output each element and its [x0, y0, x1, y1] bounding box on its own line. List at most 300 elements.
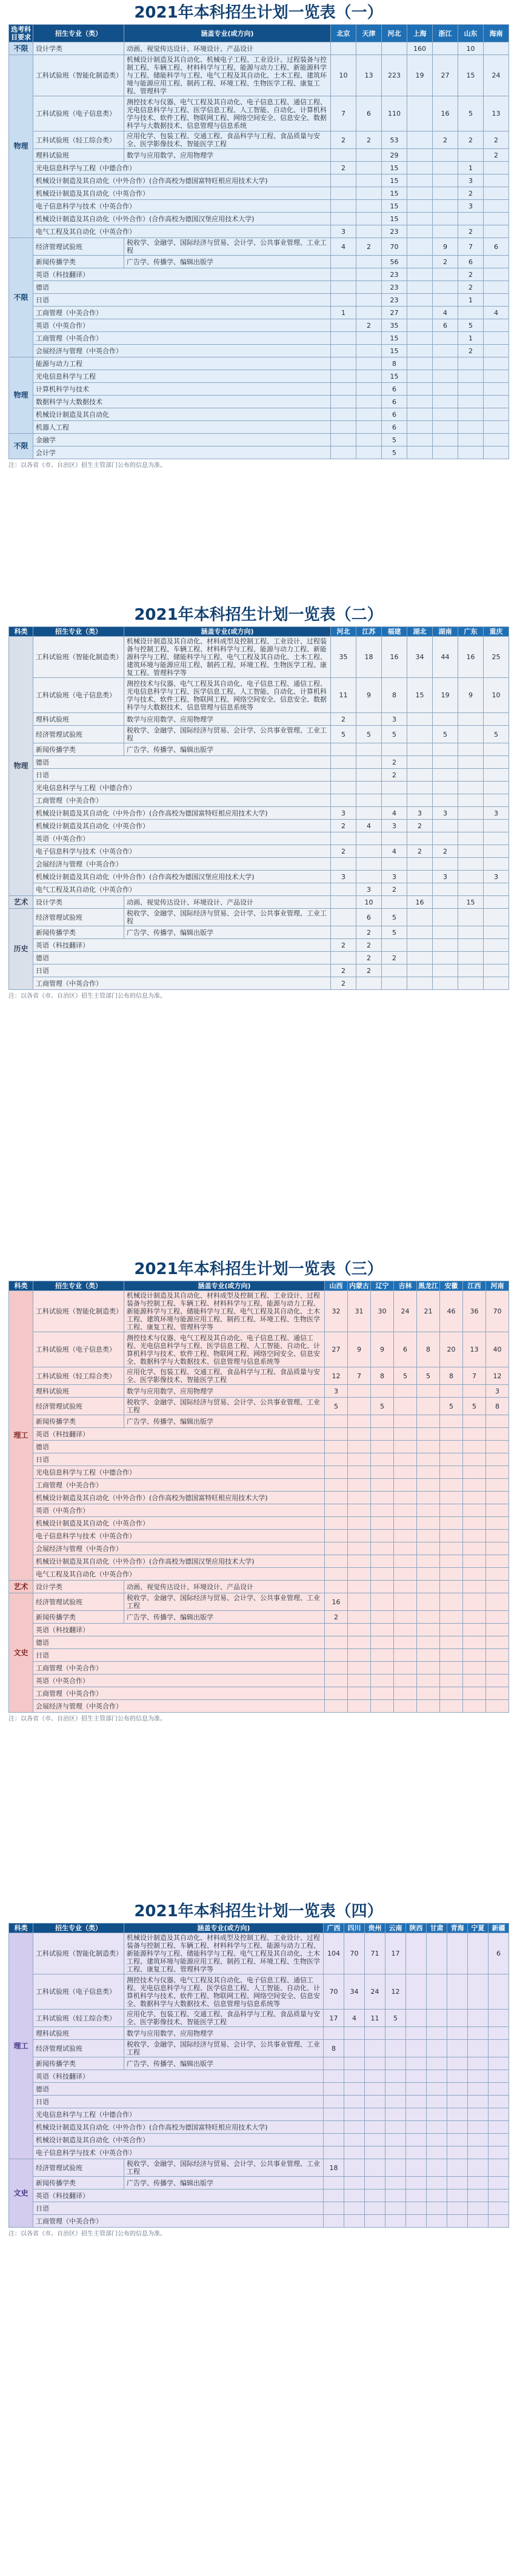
plan-count: 7: [458, 238, 484, 256]
plan-count: [365, 2121, 385, 2134]
plan-count: [458, 421, 484, 434]
plan-count: [468, 2010, 489, 2027]
plan-count: [458, 357, 484, 370]
plan-count: 5: [382, 446, 407, 459]
plan-count: [433, 434, 458, 446]
plan-count: [348, 1466, 371, 1479]
plan-count: [331, 434, 356, 446]
plan-count: [427, 2083, 447, 2096]
plan-count: [325, 1492, 348, 1504]
plan-count: [489, 2177, 509, 2189]
plan-count: [331, 909, 356, 926]
plan-count: [463, 1517, 486, 1530]
plan-count: 24: [484, 55, 509, 96]
plan-count: [433, 332, 458, 345]
table-row: [9, 1581, 509, 1593]
major-name: 设计学类: [33, 1581, 124, 1593]
major-name: 日语: [33, 964, 331, 977]
plan-count: [385, 2083, 406, 2096]
plan-count: [417, 1593, 440, 1611]
plan-count: [382, 977, 407, 990]
plan-count: [484, 408, 509, 421]
plan-count: [371, 1649, 394, 1662]
plan-count: 2: [433, 256, 458, 268]
table-row: [9, 2121, 509, 2134]
plan-count: [468, 2057, 489, 2070]
major-name: 光电信息科学与工程（中德合作）: [33, 2108, 324, 2121]
major-name: 日语: [33, 294, 331, 307]
plan-count: [484, 162, 509, 174]
plan-count: [417, 1415, 440, 1428]
plan-count: [325, 1415, 348, 1428]
plan-count: 3: [433, 871, 458, 883]
plan-count: [440, 1441, 463, 1453]
plan-count: [394, 1649, 417, 1662]
plan-count: [417, 1504, 440, 1517]
plan-count: [486, 1517, 509, 1530]
plan-count: [356, 446, 382, 459]
major-name: 设计学类: [33, 896, 124, 909]
plan-count: [331, 281, 356, 294]
plan-count: [356, 268, 382, 281]
plan-count: [458, 845, 484, 858]
province-header: 重庆: [484, 627, 509, 637]
subject-category: 文史: [9, 2159, 33, 2228]
plan-count: [458, 909, 484, 926]
plan-count: [427, 1933, 447, 1974]
plan-count: [356, 281, 382, 294]
plan-count: [433, 396, 458, 408]
major-name: 机械设计制造及其自动化（中英合作）: [33, 187, 331, 200]
plan-count: [417, 1453, 440, 1466]
major-name: 德语: [33, 756, 331, 769]
table-row: [9, 820, 509, 832]
column-header: 涵盖专业(或方向): [124, 627, 331, 637]
plan-count: [348, 1581, 371, 1593]
plan-count: [394, 1636, 417, 1649]
plan-count: [440, 1517, 463, 1530]
plan-count: [484, 756, 509, 769]
table-row: [9, 319, 509, 332]
plan-count: [484, 896, 509, 909]
plan-count: [433, 149, 458, 162]
plan-count: [484, 743, 509, 756]
plan-count: [348, 1428, 371, 1441]
plan-count: [407, 281, 433, 294]
plan-count: [447, 2177, 468, 2189]
plan-count: [406, 2096, 427, 2108]
plan-count: 4: [356, 820, 382, 832]
plan-count: [433, 281, 458, 294]
plan-count: [433, 926, 458, 939]
plan-count: [348, 1492, 371, 1504]
plan-count: 2: [484, 149, 509, 162]
plan-count: [484, 268, 509, 281]
table-row: [9, 1611, 509, 1624]
plan-count: 12: [486, 1367, 509, 1385]
major-name: 工科试验班（智能化制造类）: [33, 1933, 124, 1974]
plan-count: [407, 213, 433, 225]
plan-count: [365, 2177, 385, 2189]
major-name: 电气工程及其自动化（中英合作）: [33, 883, 331, 896]
plan-count: [406, 2159, 427, 2177]
plan-count: [407, 370, 433, 383]
table-row: [9, 2215, 509, 2228]
covered-majors: 税收学、金融学、国际经济与贸易、会计学、公共事业管理、工业工程: [124, 1593, 325, 1611]
covered-majors: 广告学、传播学、编辑出版学: [124, 926, 331, 939]
plan-count: [484, 383, 509, 396]
plan-count: 56: [382, 256, 407, 268]
plan-count: [407, 200, 433, 213]
plan-count: [458, 952, 484, 964]
major-name: 经济管理试验班: [33, 726, 124, 743]
plan-count: [331, 357, 356, 370]
plan-count: 2: [331, 845, 356, 858]
covered-majors: 税收学、金融学、国际经济与贸易、会计学、公共事业管理、工业工程: [124, 726, 331, 743]
plan-count: [325, 1530, 348, 1542]
plan-count: [324, 2202, 344, 2215]
table-row: [9, 307, 509, 319]
plan-count: [489, 2202, 509, 2215]
table-row: [9, 2159, 509, 2177]
major-name: 工商管理（中英合作）: [33, 1687, 325, 1700]
province-header: 内蒙古: [348, 1281, 371, 1291]
plan-count: [427, 2027, 447, 2040]
plan-count: 10: [331, 55, 356, 96]
plan-count: [325, 1624, 348, 1636]
subject-category: 理工: [9, 1291, 33, 1581]
province-header: 北京: [331, 25, 356, 42]
plan-count: [468, 2096, 489, 2108]
major-name: 德语: [33, 952, 331, 964]
plan-count: [324, 2096, 344, 2108]
plan-count: [407, 858, 433, 871]
plan-count: [385, 2189, 406, 2202]
province-header: 江西: [463, 1281, 486, 1291]
table-row: [9, 939, 509, 952]
table-row: [9, 42, 509, 55]
table-row: [9, 1700, 509, 1713]
plan-count: [371, 1675, 394, 1687]
covered-majors: 广告学、传播学、编辑出版学: [124, 2177, 324, 2189]
plan-count: [406, 1974, 427, 2010]
plan-count: 9: [458, 678, 484, 713]
plan-count: 3: [331, 807, 356, 820]
plan-count: [458, 807, 484, 820]
major-name: 机械设计制造及其自动化（中外合作）(合作高校为德国汉堡应用技术大学): [33, 871, 331, 883]
table-row: [9, 55, 509, 96]
table-row: [9, 370, 509, 383]
table-row: [9, 2177, 509, 2189]
plan-count: 5: [458, 319, 484, 332]
plan-count: [484, 42, 509, 55]
major-name: 英语（中英合作）: [33, 832, 331, 845]
plan-count: [371, 1479, 394, 1492]
plan-count: [484, 769, 509, 782]
province-header: 青海: [447, 1924, 468, 1933]
major-name: 新闻传播学类: [33, 1415, 124, 1428]
section-title: 2021年本科招生计划一览表（一）: [134, 4, 383, 22]
plan-count: [407, 319, 433, 332]
plan-count: 11: [331, 678, 356, 713]
plan-count: [331, 446, 356, 459]
plan-count: 5: [331, 726, 356, 743]
table-row: [9, 756, 509, 769]
covered-majors: 广告学、传播学、编辑出版学: [124, 1611, 325, 1624]
plan-count: [427, 2159, 447, 2177]
plan-count: [486, 1593, 509, 1611]
plan-count: [433, 909, 458, 926]
plan-count: [407, 421, 433, 434]
plan-count: [440, 1636, 463, 1649]
covered-majors: 动画、视觉传达设计、环境设计、产品设计: [124, 1581, 325, 1593]
plan-count: [331, 782, 356, 794]
plan-count: [385, 2057, 406, 2070]
plan-count: [433, 42, 458, 55]
plan-count: [356, 187, 382, 200]
plan-count: [407, 174, 433, 187]
plan-count: [417, 1428, 440, 1441]
plan-count: 9: [371, 1332, 394, 1367]
plan-count: [440, 1649, 463, 1662]
plan-count: 9: [356, 678, 382, 713]
major-name: 工商管理（中美合作）: [33, 1479, 325, 1492]
plan-count: [325, 1555, 348, 1568]
plan-count: [484, 213, 509, 225]
plan-count: [407, 832, 433, 845]
plan-count: [463, 1555, 486, 1568]
plan-count: [394, 1662, 417, 1675]
plan-count: [440, 1453, 463, 1466]
major-name: 新闻传播学类: [33, 2177, 124, 2189]
plan-count: [458, 743, 484, 756]
plan-count: [447, 1933, 468, 1974]
plan-count: 1: [458, 162, 484, 174]
province-header: 广西: [324, 1924, 344, 1933]
covered-majors: 税收学、金融学、国际经济与贸易、会计学、公共事业管理、工业工程: [124, 238, 331, 256]
plan-count: [447, 1974, 468, 2010]
province-header: 辽宁: [371, 1281, 394, 1291]
plan-count: [440, 1581, 463, 1593]
plan-count: 3: [458, 174, 484, 187]
plan-count: [324, 2177, 344, 2189]
plan-count: [407, 131, 433, 149]
plan-count: 6: [382, 408, 407, 421]
plan-count: [385, 2159, 406, 2177]
province-header: 海南: [484, 25, 509, 42]
plan-count: [356, 977, 382, 990]
plan-count: 16: [433, 96, 458, 131]
table-row: [9, 1649, 509, 1662]
plan-count: [458, 871, 484, 883]
plan-count: [458, 726, 484, 743]
plan-count: 15: [458, 55, 484, 96]
plan-count: [406, 2027, 427, 2040]
table-row: [9, 268, 509, 281]
plan-count: [407, 225, 433, 238]
plan-count: 15: [382, 174, 407, 187]
plan-count: [324, 2108, 344, 2121]
plan-count: 10: [458, 42, 484, 55]
plan-count: [331, 769, 356, 782]
plan-count: [365, 2070, 385, 2083]
table-row: [9, 294, 509, 307]
plan-count: [489, 2108, 509, 2121]
plan-count: [486, 1479, 509, 1492]
plan-count: [324, 2121, 344, 2134]
plan-count: [468, 2070, 489, 2083]
plan-count: 15: [382, 213, 407, 225]
plan-count: [433, 446, 458, 459]
plan-count: [458, 408, 484, 421]
plan-count: [468, 2159, 489, 2177]
table-row: [9, 213, 509, 225]
major-name: 日语: [33, 1649, 325, 1662]
plan-count: [356, 294, 382, 307]
plan-count: 25: [484, 637, 509, 678]
plan-count: 23: [382, 281, 407, 294]
plan-count: [385, 2177, 406, 2189]
major-name: 会展经济与管理（中英合作）: [33, 1700, 325, 1713]
plan-section-4: [8, 1902, 509, 2239]
plan-count: [489, 2159, 509, 2177]
plan-count: 2: [331, 713, 356, 726]
plan-count: [356, 200, 382, 213]
plan-count: [344, 2177, 365, 2189]
column-header: 科类: [9, 1924, 33, 1933]
plan-count: [427, 2040, 447, 2057]
plan-count: [371, 1517, 394, 1530]
province-header: 浙江: [433, 25, 458, 42]
plan-count: [417, 1700, 440, 1713]
plan-count: [458, 794, 484, 807]
covered-majors: 广告学、传播学、编辑出版学: [124, 256, 331, 268]
plan-count: 19: [407, 55, 433, 96]
plan-count: 8: [382, 357, 407, 370]
plan-count: 20: [440, 1332, 463, 1367]
plan-count: [468, 2083, 489, 2096]
plan-count: [468, 2202, 489, 2215]
table-row: [9, 726, 509, 743]
province-header: 宁夏: [468, 1924, 489, 1933]
plan-count: [371, 1624, 394, 1636]
plan-count: [417, 1492, 440, 1504]
subject-category: 艺术: [9, 896, 33, 909]
plan-count: [325, 1453, 348, 1466]
plan-count: [407, 446, 433, 459]
plan-count: [447, 2057, 468, 2070]
plan-count: [382, 939, 407, 952]
plan-count: [356, 743, 382, 756]
plan-count: [427, 2215, 447, 2228]
plan-count: [468, 1974, 489, 2010]
plan-count: [463, 1581, 486, 1593]
major-name: 能源与动力工程: [33, 357, 331, 370]
plan-count: 6: [356, 909, 382, 926]
table-row: [9, 782, 509, 794]
plan-count: [406, 1933, 427, 1974]
plan-count: [371, 1453, 394, 1466]
plan-count: [407, 294, 433, 307]
plan-count: [407, 96, 433, 131]
plan-count: 2: [325, 1611, 348, 1624]
major-name: 电气工程及其自动化（中英合作）: [33, 1568, 325, 1581]
major-name: 理科试验班: [33, 149, 124, 162]
plan-count: [417, 1649, 440, 1662]
plan-count: 3: [382, 871, 407, 883]
plan-count: 110: [382, 96, 407, 131]
plan-count: [365, 2202, 385, 2215]
major-name: 日语: [33, 2202, 324, 2215]
table-row: [9, 174, 509, 187]
plan-count: [325, 1479, 348, 1492]
plan-count: [427, 2121, 447, 2134]
plan-count: [458, 939, 484, 952]
plan-count: [324, 2215, 344, 2228]
plan-count: [407, 345, 433, 357]
plan-count: [463, 1504, 486, 1517]
plan-count: 23: [382, 268, 407, 281]
table-row: [9, 858, 509, 871]
plan-section-1: [8, 4, 509, 470]
plan-count: [489, 1974, 509, 2010]
plan-count: [458, 832, 484, 845]
plan-count: [440, 1624, 463, 1636]
plan-count: [348, 1700, 371, 1713]
plan-count: 4: [484, 307, 509, 319]
table-row: [9, 1441, 509, 1453]
plan-count: [325, 1581, 348, 1593]
plan-count: [427, 2202, 447, 2215]
plan-count: [417, 1517, 440, 1530]
plan-count: [382, 964, 407, 977]
plan-count: 2: [331, 977, 356, 990]
column-header: 涵盖专业(或方向): [124, 1924, 324, 1933]
plan-count: [325, 1441, 348, 1453]
plan-count: 34: [407, 637, 433, 678]
plan-count: 13: [356, 55, 382, 96]
plan-count: [463, 1542, 486, 1555]
plan-count: [356, 408, 382, 421]
plan-count: [468, 1933, 489, 1974]
table-row: [9, 896, 509, 909]
plan-count: [433, 213, 458, 225]
plan-count: [417, 1675, 440, 1687]
subject-category: 物理: [9, 357, 33, 434]
plan-count: 2: [484, 131, 509, 149]
table-row: [9, 1398, 509, 1415]
plan-count: [356, 807, 382, 820]
plan-count: [407, 743, 433, 756]
table-row: [9, 225, 509, 238]
major-name: 机械设计制造及其自动化（中外合作）(合作高校为德国汉堡应用技术大学): [33, 1555, 325, 1568]
plan-count: [406, 2108, 427, 2121]
plan-count: [417, 1687, 440, 1700]
major-name: 经济管理试验班: [33, 1398, 124, 1415]
plan-count: [484, 294, 509, 307]
plan-count: [331, 256, 356, 268]
plan-count: [468, 2121, 489, 2134]
plan-count: 3: [458, 200, 484, 213]
table-row: [9, 1415, 509, 1428]
plan-count: 5: [325, 1398, 348, 1415]
plan-count: [463, 1568, 486, 1581]
plan-count: [344, 2040, 365, 2057]
plan-count: [440, 1428, 463, 1441]
plan-count: [433, 408, 458, 421]
plan-count: 3: [433, 807, 458, 820]
plan-count: [486, 1441, 509, 1453]
